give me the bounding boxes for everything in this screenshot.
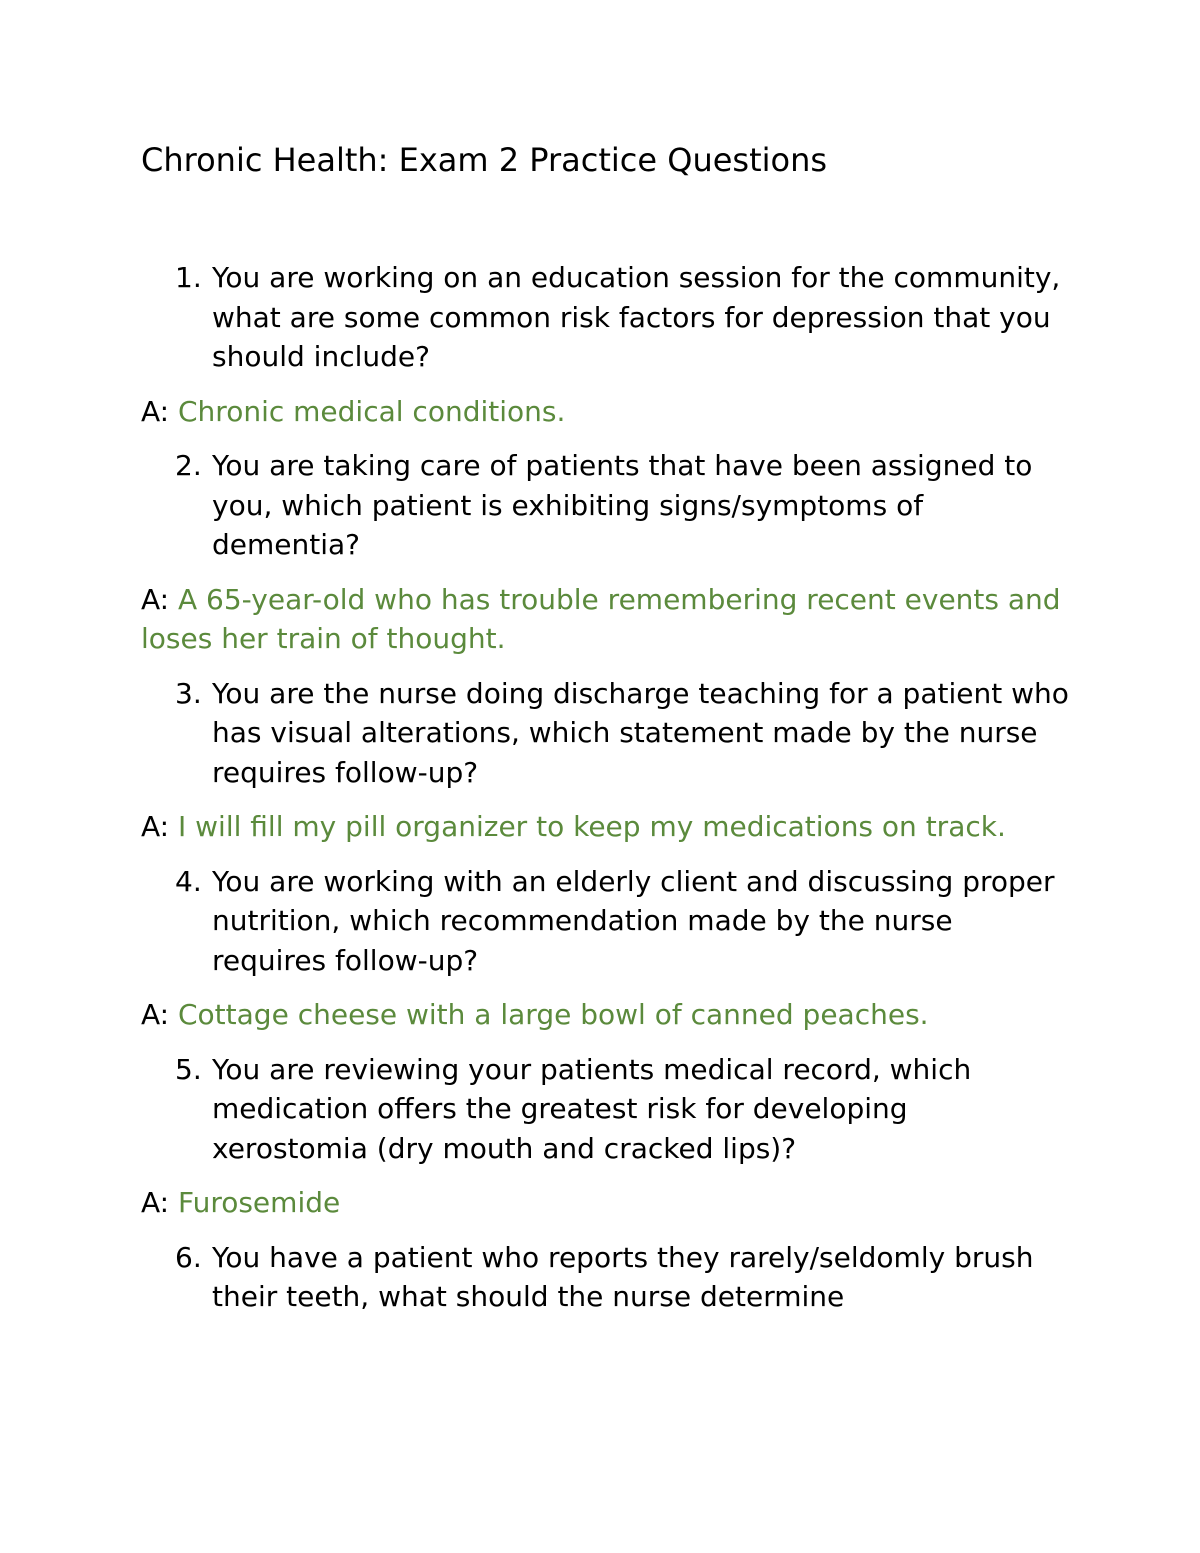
answer-text: Cottage cheese with a large bowl of canned peaches. (178, 998, 929, 1031)
question-number: 5. (175, 1052, 202, 1086)
question-text: You are taking care of patients that have been assigned to you, which patient is exhibiting signs/symptoms of dementia? (212, 449, 1033, 561)
document-page (141, 140, 1071, 1317)
question-text: You are working with an elderly client and discussing proper nutrition, which recommendation made by the nurse requires follow-up? (212, 864, 1055, 977)
question-text: You are reviewing your patients medical record, which medication offers the greatest risk for developing xerostomia (dry mouth and cracked lips)? (212, 1052, 972, 1165)
answer-line (141, 807, 1071, 847)
question-text: You have a patient who reports they rarely/seldomly brush their teeth, what should the nurse determine (212, 1240, 1034, 1313)
document-title: Chronic Health: Exam 2 Practice Questions (141, 141, 828, 179)
question-number: 6. (175, 1240, 202, 1274)
question-item (141, 1238, 1071, 1317)
question-item (141, 862, 1071, 981)
answer-prefix: A: (141, 1186, 178, 1219)
question-item (141, 674, 1071, 793)
question-text: You are the nurse doing discharge teaching for a patient who has visual alterations, which statement made by the nurse requires follow-up? (212, 676, 1069, 789)
question-item (141, 258, 1071, 377)
answer-text: Furosemide (178, 1186, 341, 1219)
question-item (141, 1050, 1071, 1169)
question-number: 2. (175, 449, 202, 482)
answer-line (141, 392, 1071, 432)
answer-text: I will fill my pill organizer to keep my medications on track. (178, 810, 1006, 843)
question-text: You are working on an education session for the community, what are some common risk factors for depression that you should include? (212, 261, 1061, 373)
question-number: 4. (175, 864, 202, 898)
answer-line (141, 995, 1071, 1035)
answer-prefix: A: (141, 582, 178, 616)
answer-text: A 65-year-old who has trouble remembering recent events and loses her train of thought. (141, 582, 1061, 655)
answer-line (141, 580, 1071, 659)
answer-prefix: A: (141, 810, 178, 843)
answer-line (141, 1183, 1071, 1223)
answer-text: Chronic medical conditions. (178, 394, 566, 428)
question-item (141, 446, 1071, 565)
question-number: 1. (175, 261, 202, 294)
answer-prefix: A: (141, 998, 178, 1031)
question-number: 3. (175, 676, 202, 710)
answer-prefix: A: (141, 394, 178, 428)
